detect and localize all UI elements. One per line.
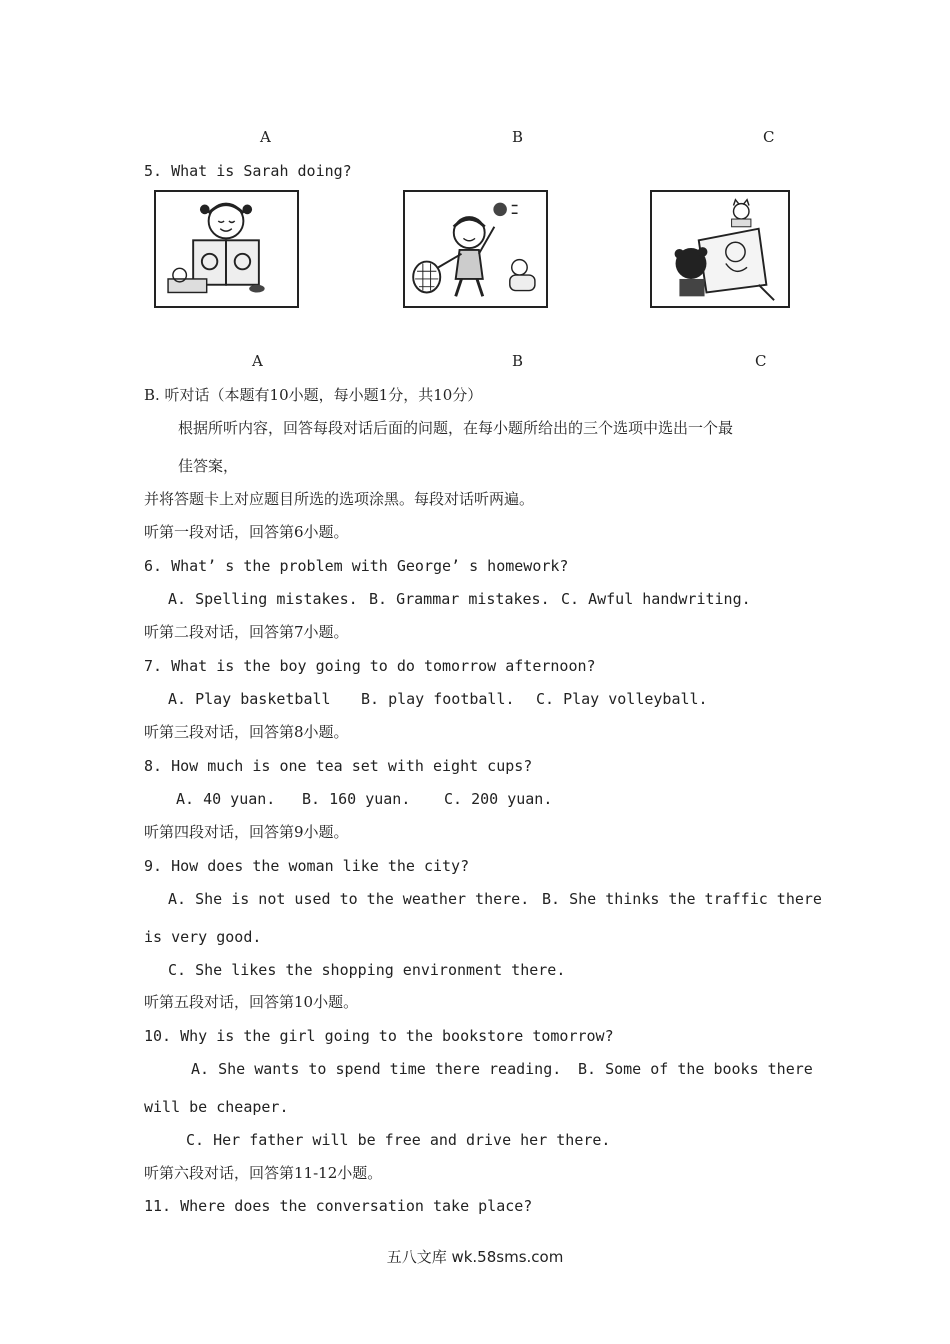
option-label-a: A xyxy=(260,128,271,146)
dialogue-5-heading: 听第五段对话，回答第10小题。 xyxy=(144,993,359,1011)
dialogue-4-heading: 听第四段对话，回答第9小题。 xyxy=(144,823,349,841)
dialogue-1-heading: 听第一段对话，回答第6小题。 xyxy=(144,523,349,541)
section-b-title: B. 听对话（本题有10小题，每小题1分，共10分） xyxy=(144,386,483,404)
q9-option-a: A. She is not used to the weather there. xyxy=(168,890,530,908)
girl-painting-icon xyxy=(652,192,788,306)
q6-option-a: A. Spelling mistakes. xyxy=(168,590,358,608)
dialogue-6-heading: 听第六段对话，回答第11-12小题。 xyxy=(144,1164,383,1182)
q6-option-c: C. Awful handwriting. xyxy=(561,590,751,608)
q5-option-label-b: B xyxy=(512,352,524,370)
image-option-c xyxy=(650,190,790,308)
q9-option-c: C. She likes the shopping environment there. xyxy=(168,961,566,979)
q8-option-b: B. 160 yuan. xyxy=(302,790,411,808)
q5-option-label-c: C xyxy=(755,352,767,370)
question-6: 6. What’ s the problem with George’ s homework? xyxy=(144,557,569,575)
q10-option-a: A. She wants to spend time there reading. xyxy=(191,1060,562,1078)
q10-option-b-continued: will be cheaper. xyxy=(144,1098,289,1116)
option-label-c: C xyxy=(763,128,775,146)
question-7: 7. What is the boy going to do tomorrow afternoon? xyxy=(144,657,596,675)
section-b-instruction-1: 根据所听内容，回答每段对话后面的问题，在每小题所给出的三个选项中选出一个最 xyxy=(178,419,734,437)
image-option-b xyxy=(403,190,548,308)
section-b-instruction-3: 并将答题卡上对应题目所选的选项涂黑。每段对话听两遍。 xyxy=(144,490,535,508)
question-10: 10. Why is the girl going to the bookstore tomorrow? xyxy=(144,1027,614,1045)
q7-option-c: C. Play volleyball. xyxy=(536,690,708,708)
question-8: 8. How much is one tea set with eight cups? xyxy=(144,757,533,775)
girl-reading-icon xyxy=(156,192,297,306)
q9-option-b-continued: is very good. xyxy=(144,928,262,946)
q8-option-c: C. 200 yuan. xyxy=(444,790,553,808)
section-b-instruction-2: 佳答案， xyxy=(178,457,239,475)
q6-option-b: B. Grammar mistakes. xyxy=(369,590,550,608)
q9-option-b: B. She thinks the traffic there xyxy=(542,890,822,908)
q10-option-b: B. Some of the books there xyxy=(578,1060,813,1078)
q10-option-c: C. Her father will be free and drive her there. xyxy=(186,1131,611,1149)
q7-option-a: A. Play basketball xyxy=(168,690,331,708)
question-5: 5. What is Sarah doing? xyxy=(144,162,352,180)
question-9: 9. How does the woman like the city? xyxy=(144,857,470,875)
q8-option-a: A. 40 yuan. xyxy=(176,790,276,808)
page-footer-watermark: 五八文库 wk.58sms.com xyxy=(386,1248,564,1266)
girl-tennis-icon xyxy=(405,192,546,306)
image-option-a xyxy=(154,190,299,308)
option-label-b: B xyxy=(512,128,524,146)
dialogue-3-heading: 听第三段对话，回答第8小题。 xyxy=(144,723,349,741)
question-11: 11. Where does the conversation take place? xyxy=(144,1197,533,1215)
q5-option-label-a: A xyxy=(252,352,263,370)
dialogue-2-heading: 听第二段对话，回答第7小题。 xyxy=(144,623,349,641)
q7-option-b: B. play football. xyxy=(361,690,515,708)
